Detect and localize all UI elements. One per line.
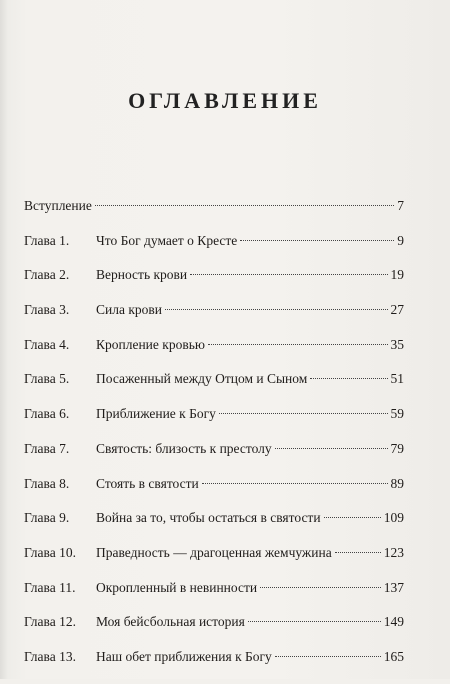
dot-leader — [95, 205, 394, 206]
page-title: ОГЛАВЛЕНИЕ — [128, 88, 322, 113]
dot-leader — [190, 274, 387, 275]
toc-chapter-number: Глава 13. — [24, 648, 76, 664]
toc-entry-title: Приближение к Богу — [96, 406, 216, 422]
dot-leader — [324, 517, 381, 518]
toc-entry-page: 51 — [390, 371, 404, 387]
dot-leader — [208, 344, 388, 345]
dot-leader — [310, 378, 387, 379]
toc-entry-title: Что Бог думает о Кресте — [96, 232, 238, 248]
toc-chapter-number: Глава 10. — [24, 544, 76, 560]
toc-entry-title: Окропленный в невинности — [96, 579, 258, 595]
toc-entry-page: 109 — [383, 510, 404, 526]
toc-entry-page: 19 — [390, 267, 404, 283]
toc-entry-title: Моя бейсбольная история — [96, 614, 245, 630]
toc-chapter-number: Глава 1. — [24, 232, 70, 248]
toc-entry — [24, 406, 404, 441]
toc-entry-page: 9 — [397, 232, 404, 248]
toc-entry — [24, 302, 404, 337]
toc-entry-title: Стоять в святости — [96, 475, 199, 491]
toc-entry-page: 27 — [390, 302, 404, 318]
dot-leader — [335, 552, 381, 553]
toc-entry — [24, 233, 404, 268]
toc-chapter-number: Глава 4. — [24, 336, 70, 352]
toc-entry-title: Кропление кровью — [96, 336, 205, 352]
toc-entry — [24, 371, 404, 406]
toc-entry-page: 7 — [397, 198, 404, 213]
toc-chapter-number: Глава 12. — [24, 614, 76, 630]
toc-entry-page: 149 — [383, 614, 404, 630]
toc-chapter-number: Глава 11. — [24, 579, 76, 595]
toc-entry-page: 165 — [383, 648, 404, 664]
dot-leader — [240, 240, 394, 241]
toc-entry-title: Наш обет приближения к Богу — [96, 648, 272, 664]
toc-entry — [24, 267, 404, 302]
toc-chapter-number: Глава 3. — [24, 302, 70, 318]
toc-chapter-number: Глава 6. — [24, 406, 70, 422]
toc-entry-title: Праведность — драгоценная жемчужина — [96, 544, 332, 560]
toc-chapter-number: Глава 8. — [24, 475, 70, 491]
toc-entry-intro — [24, 198, 404, 233]
dot-leader — [219, 413, 388, 414]
toc-entry-page: 59 — [390, 406, 404, 422]
toc-entry-title: Посаженный между Отцом и Сыном — [96, 371, 308, 387]
toc-chapter-number: Глава 2. — [24, 267, 70, 283]
toc-entry-title: Верность крови — [96, 267, 188, 283]
toc-entry — [24, 545, 404, 580]
toc-entry — [24, 441, 404, 476]
toc-entry — [24, 476, 404, 511]
toc-chapter-number: Глава 7. — [24, 440, 70, 456]
toc-entry — [24, 649, 404, 684]
toc-entry — [24, 510, 404, 545]
toc-entry-page: 89 — [390, 475, 404, 491]
toc-entry-page: 123 — [383, 544, 404, 560]
toc-entry — [24, 337, 404, 372]
dot-leader — [202, 483, 388, 484]
toc-entry-page: 79 — [390, 440, 404, 456]
dot-leader — [275, 656, 381, 657]
table-of-contents — [24, 198, 404, 684]
dot-leader — [248, 621, 381, 622]
toc-entry-page: 35 — [390, 336, 404, 352]
toc-entry — [24, 614, 404, 649]
dot-leader — [260, 587, 381, 588]
dot-leader — [275, 448, 388, 449]
toc-chapter-number: Глава 5. — [24, 371, 70, 387]
toc-entry-title: Святость: близость к престолу — [96, 440, 272, 456]
toc-entry-page: 137 — [383, 579, 404, 595]
toc-chapter-number: Глава 9. — [24, 510, 70, 526]
dot-leader — [165, 309, 388, 310]
toc-entry-title: Сила крови — [96, 302, 162, 318]
toc-entry — [24, 580, 404, 615]
toc-entry-title: Война за то, чтобы остаться в святости — [96, 510, 321, 526]
toc-entry-title: Вступление — [24, 198, 92, 213]
